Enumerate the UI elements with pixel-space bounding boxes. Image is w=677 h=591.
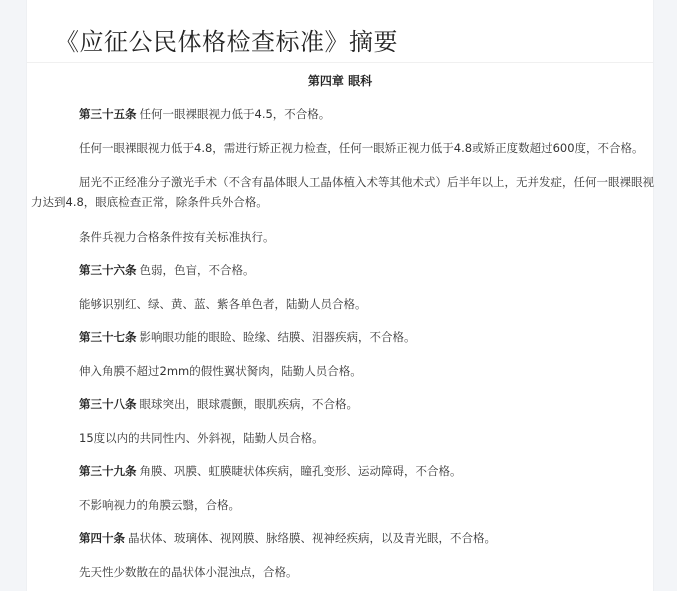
paragraph <box>54 461 654 481</box>
paragraph <box>54 528 654 548</box>
paragraph-text: 能够识别红、绿、黄、蓝、紫各单色者，陆勤人员合格。 <box>79 297 367 311</box>
paragraph <box>54 562 654 582</box>
paragraph <box>31 172 654 212</box>
article-number: 第三十五条 <box>79 107 137 121</box>
paragraph-text: 影响眼功能的眼睑、睑缘、结膜、泪器疾病，不合格。 <box>139 330 416 344</box>
paragraph-text: 眼球突出，眼球震颤，眼肌疾病，不合格。 <box>139 397 358 411</box>
paragraph <box>54 138 654 158</box>
article-number: 第三十九条 <box>79 464 137 478</box>
paragraph-text: 任何一眼裸眼视力低于4.8，需进行矫正视力检查，任何一眼矫正视力低于4.8或矫正度数超过600度，不合格。 <box>79 141 644 155</box>
paragraph-text: 晶状体、玻璃体、视网膜、脉络膜、视神经疾病，以及青光眼，不合格。 <box>128 531 496 545</box>
article-number: 第三十八条 <box>79 397 137 411</box>
paragraph <box>54 394 654 414</box>
article-number: 第三十七条 <box>79 330 137 344</box>
paragraph <box>54 428 654 448</box>
paragraph-text: 不影响视力的角膜云翳，合格。 <box>79 498 240 512</box>
article-number: 第三十六条 <box>79 263 137 277</box>
paragraph-text: 条件兵视力合格条件按有关标准执行。 <box>79 230 275 244</box>
paragraph-text: 色弱，色盲，不合格。 <box>139 263 255 277</box>
paragraph <box>54 294 654 314</box>
paragraph-text: 屈光不正经准分子激光手术（不含有晶体眼人工晶体植入术等其他术式）后半年以上，无并发症，任何一眼裸眼视力达到4.8，眼底检查正常，除条件兵外合格。 <box>31 175 654 209</box>
chapter-heading: 第四章 眼科 <box>307 74 373 88</box>
paragraph-text: 先天性少数散在的晶状体小混浊点，合格。 <box>79 565 298 579</box>
paragraph-text: 伸入角膜不超过2mm的假性翼状胬肉，陆勤人员合格。 <box>79 364 362 378</box>
article-number: 第四十条 <box>79 531 125 545</box>
article-page <box>26 0 654 591</box>
paragraph-text: 15度以内的共同性内、外斜视，陆勤人员合格。 <box>79 431 324 445</box>
paragraph-text: 角膜、巩膜、虹膜睫状体疾病，瞳孔变形、运动障碍，不合格。 <box>139 464 462 478</box>
paragraph <box>54 495 654 515</box>
paragraph <box>54 227 654 247</box>
paragraph <box>54 104 654 124</box>
title-divider <box>27 62 653 63</box>
paragraph <box>54 361 654 381</box>
paragraph-text: 任何一眼裸眼视力低于4.5，不合格。 <box>139 107 331 121</box>
page-title: 《应征公民体格检查标准》摘要 <box>55 28 398 56</box>
paragraph <box>54 327 654 347</box>
paragraph <box>54 260 654 280</box>
